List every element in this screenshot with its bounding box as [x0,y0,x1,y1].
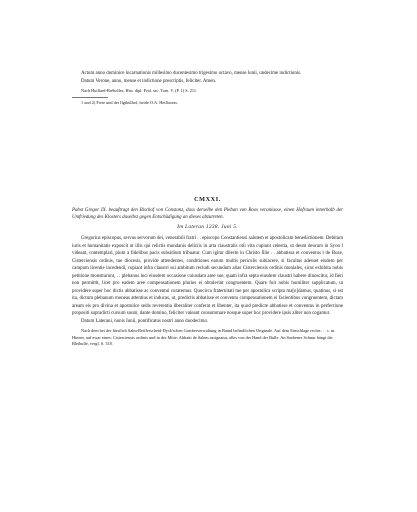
charter-text: Gregorius episcopus, servus servorum dei, venerabili fratri . . episcopo Constantiensi salutem et apostolicam benedictionem. Debitum iuris et humanitatis exposcit ut illis qui relictis mundanis deliciis in arta claustralis otii vita cupiunt celestia, ut deum deorum in Syon ‖ videant, contemplari, pium a fidelibus pacis subsidium tribuatur. Cum igitur dilecte in Christo filie . . abbatissa et conventus ‖ de Boze, Cisterciensis ordinis, tue diocesis, provide attendentes, conditiones earum multis periculis subiacere, si facultas adesset eisdem per campum licentie incedendi, cupiant infra claustri sui ambitum recludi secundum alias Cisterciensis ordinis moniales, sicut exhibita nobis petitione monstrarunt, . . plebanus loci eiusdem occasione cuiusdam aree sue, quam infra septa eiusdem claustri habere dinoscitur, id fieri non permittit, licet pro eadem aree compensationem pluries ei obtulerint congruentem. Quare fuit nobis humiliter supplicatum, ut providere super hoc dictis abbatisse ac conventui curaremus. Quocirca fraternitati tue per apostolica scripta ma[n]damus, quatinus, si est ita, dictum plebanum moneas attentius et inducas, ut, predictis abbatisse et conventu compensationem ei facientibus congruentem, dictam aream eis pro divina et apostolice sedis reverentia liberaliter conferat et libenter, ita quod predicte abbatisse et conventus in perfectione propositi supradicti cursum suum, dante domino, feliciter valeant consummare nosque super hoc providere ipsis aliter non cogamur. [72,236,343,317]
charter-datum: Datum Laterani, nonis Iunii, pontificatus nostri anno duodecimo. [81,318,209,324]
footnote: 1 und 2) Fiete und der Ilgthülhof, beide O.A. Heilbronn. [81,100,178,106]
document-summary: Pabst Gregor IX. beauftragt den Bischof von Constanz, dass derselbe den Pleban von Boos veranlasse, einen Hofraum innerhalb der Umfriedung des Klosters daselbst gegen Entschädigung an dieses abzutreten. [72,208,343,221]
footnote-rule [72,97,108,98]
document-cmxxi [72,196,343,347]
place-and-date: Im Lateran 1238. Juni 5. [177,224,238,231]
document-number: CMXXI. [194,196,221,203]
datum-line: Datum Verone, anno, mense et indictione prescriptis, feliciter. Amen. [81,78,217,84]
dating-clause: Actum anno dominice incarnationis millesimo ducentesimo trigesimo octavo, mense lunii, undecime indictionis. [81,71,302,76]
source-note: Nach Huillard-Bréholles, Hist. dipl. Frid. sec. Tom. V, (P. 1) S. 211. [81,88,198,93]
edition-note: Nach dem bei der fürstlich Salm-Reifferscheid-Dyck'schen Guisberverwaltung in Baind befindlichen Originale. Auf dem Einschlage rechts: . . s. m. Hinten, auf zwar eines: Cisterciensis ordinis und in der Mitte: Abbatit de Salem assignatur, alles von der Hand der Bulle. An Saebener Schnur hängt die Bleibulle, vergl. S. 318. [72,328,336,346]
previous-document-end [72,70,343,107]
